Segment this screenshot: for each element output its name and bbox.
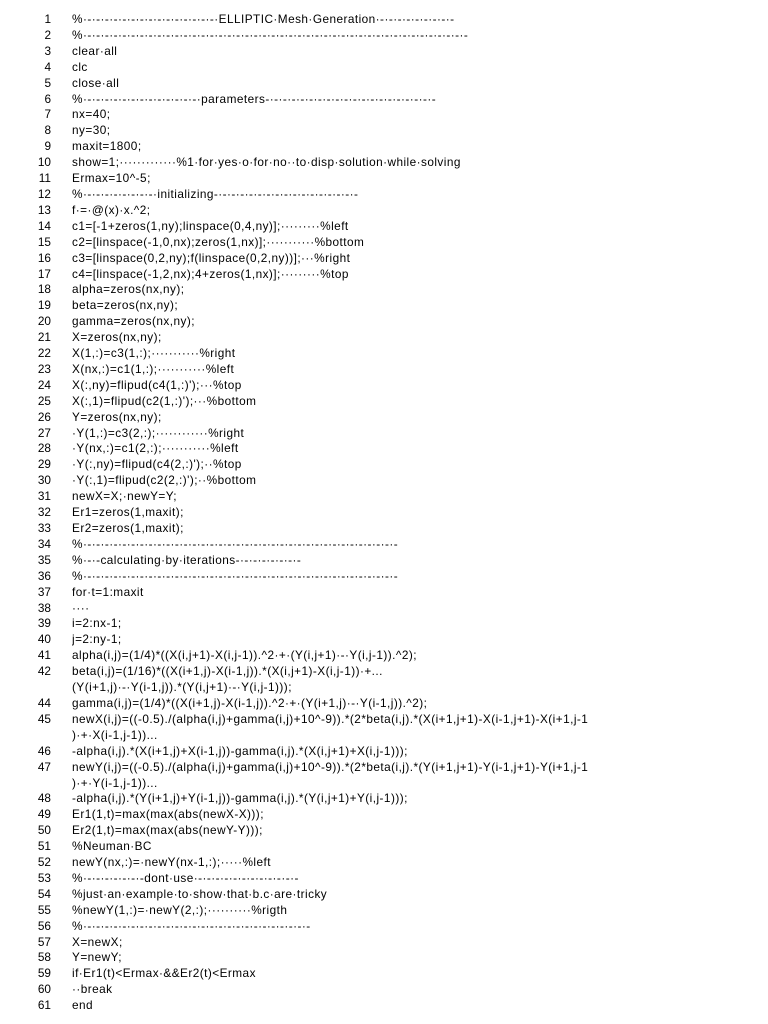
code-line-continuation (0, 776, 768, 792)
line-text: (Y(i+1,j)·-·Y(i-1,j)).*(Y(i,j+1)·-·Y(i,j-1))); (72, 680, 292, 695)
line-text: ny=30; (72, 123, 111, 138)
code-line (0, 839, 768, 855)
line-text: newY(i,j)=((-0.5)./(alpha(i,j)+gamma(i,j)+10^-9)).*(2*beta(i,j).*(Y(i+1,j+1)-Y(i-1,j+1)-Y(i+1,j-1 (72, 759, 589, 774)
code-line (0, 935, 768, 951)
line-number: 27 (37, 425, 51, 440)
code-line (0, 569, 768, 585)
line-text: %·-·-·-·-·-·-·-·-·-·-·-·-·-·-·-·-·-·-·-·-·-·-·-·-·-·-·-·-·-·-·-·-·-·-·-·-·-·-·-·-·-·-·-·- (72, 27, 469, 42)
line-text: ·Y(1,:)=c3(2,:);············%right (72, 425, 245, 440)
line-text: %newY(1,:)=·newY(2,:);··········%rigth (72, 902, 288, 917)
line-number: 49 (37, 807, 51, 822)
line-number: 30 (37, 473, 51, 488)
code-line (0, 553, 768, 569)
code-line (0, 219, 768, 235)
line-text: newY(nx,:)=·newY(nx-1,:);·····%left (72, 855, 271, 870)
line-number: 24 (37, 377, 51, 392)
line-number: 28 (37, 441, 51, 456)
line-text: show=1;·············%1·for·yes·o·for·no··to·disp·solution·while·solving (72, 155, 461, 170)
code-line (0, 107, 768, 123)
line-number: 31 (37, 489, 51, 504)
line-number: 51 (37, 839, 51, 854)
line-number: 17 (37, 266, 51, 281)
code-line (0, 314, 768, 330)
code-line-continuation (0, 728, 768, 744)
line-number: 56 (37, 918, 51, 933)
line-text: Er1=zeros(1,maxit); (72, 505, 184, 520)
code-listing (0, 12, 768, 1014)
line-text: close·all (72, 75, 120, 90)
line-text: X(nx,:)=c1(1,:);···········%left (72, 361, 235, 376)
line-text: Y=newY; (72, 950, 122, 965)
code-line (0, 505, 768, 521)
code-line (0, 171, 768, 187)
line-number: 1 (44, 12, 51, 26)
code-line (0, 585, 768, 601)
line-number: 20 (37, 314, 51, 329)
code-line (0, 632, 768, 648)
line-text: newX=X;·newY=Y; (72, 489, 178, 504)
line-number: 11 (38, 171, 51, 186)
line-number: 9 (44, 139, 51, 154)
code-line (0, 744, 768, 760)
line-number: 47 (37, 759, 51, 774)
line-text: ···· (72, 600, 90, 615)
line-text: i=2:nx-1; (72, 616, 122, 631)
line-number: 8 (44, 123, 51, 138)
line-number: 57 (37, 934, 51, 949)
line-number: 5 (44, 75, 51, 90)
code-line (0, 139, 768, 155)
line-text: %·-·-·-·-·-·-·-·-·-·-·-·-·-·-·-·-·-·-·-·-·-·-·-·-·-·-·-·-·-·-·-·-·-·-·-·- (72, 536, 399, 551)
line-number: 29 (37, 457, 51, 472)
line-number: 6 (44, 91, 51, 106)
line-text: %·-·-·-·-·-·-·-dont·use·-·-·-·-·-·-·-·-·-·-·-·- (72, 870, 299, 885)
line-text: alpha(i,j)=(1/4)*((X(i,j+1)-X(i,j-1)).^2·+·(Y(i,j+1)·-·Y(i,j-1)).^2); (72, 648, 417, 663)
code-line (0, 473, 768, 489)
line-text: beta(i,j)=(1/16)*((X(i+1,j)-X(i-1,j)).*(X(i,j+1)-X(i,j-1))·+... (72, 664, 383, 679)
line-text: for·t=1:maxit (72, 584, 144, 599)
line-number: 18 (37, 282, 51, 297)
line-number: 48 (37, 791, 51, 806)
line-text: j=2:ny-1; (72, 632, 122, 647)
line-text: -alpha(i,j).*(X(i+1,j)+X(i-1,j))-gamma(i,j).*(X(i,j+1)+X(i,j-1))); (72, 743, 408, 758)
line-number: 45 (37, 711, 51, 726)
code-line (0, 426, 768, 442)
code-line (0, 966, 768, 982)
line-number: 13 (37, 202, 51, 217)
line-number: 14 (37, 218, 51, 233)
code-line (0, 998, 768, 1014)
line-text: %Neuman·BC (72, 839, 152, 854)
line-text: -alpha(i,j).*(Y(i+1,j)+Y(i-1,j))-gamma(i,j).*(Y(i,j+1)+Y(i,j-1))); (72, 791, 408, 806)
code-line (0, 823, 768, 839)
line-text: ··break (72, 982, 113, 997)
code-line (0, 521, 768, 537)
line-text: gamma(i,j)=(1/4)*((X(i+1,j)-X(i-1,j)).^2·+·(Y(i+1,j)·-·Y(i-1,j)).^2); (72, 695, 428, 710)
code-line (0, 441, 768, 457)
line-text: c1=[-1+zeros(1,ny);linspace(0,4,ny)];·········%left (72, 218, 349, 233)
line-text: )·+·X(i-1,j-1))... (72, 727, 158, 742)
code-line (0, 457, 768, 473)
line-number: 16 (37, 250, 51, 265)
line-text: f·=·@(x)·x.^2; (72, 202, 151, 217)
code-line (0, 92, 768, 108)
code-line (0, 123, 768, 139)
line-number: 2 (44, 27, 51, 42)
line-text: c2=[linspace(-1,0,nx);zeros(1,nx)];···········%bottom (72, 234, 365, 249)
line-number: 59 (37, 966, 51, 981)
code-line (0, 76, 768, 92)
line-number: 39 (37, 616, 51, 631)
code-line (0, 298, 768, 314)
line-number: 12 (37, 186, 51, 201)
line-number: 26 (37, 409, 51, 424)
code-line (0, 982, 768, 998)
code-line (0, 28, 768, 44)
code-line (0, 187, 768, 203)
line-text: )·+·Y(i-1,j-1))... (72, 775, 158, 790)
line-number: 4 (44, 59, 51, 74)
code-line (0, 60, 768, 76)
code-line (0, 203, 768, 219)
code-line (0, 887, 768, 903)
line-text: Er1(1,t)=max(max(abs(newX-X))); (72, 807, 264, 822)
line-text: ·Y(nx,:)=c1(2,:);···········%left (72, 441, 239, 456)
line-text: end (72, 998, 94, 1013)
line-text: X(1,:)=c3(1,:);···········%right (72, 346, 236, 361)
line-text: clc (72, 59, 88, 74)
code-line (0, 855, 768, 871)
line-text: ·Y(:,1)=flipud(c2(2,:)');··%bottom (72, 473, 257, 488)
line-number: 33 (37, 521, 51, 535)
line-text: beta=zeros(nx,ny); (72, 298, 179, 313)
line-text: %·-·-·-·-·-·-·-·-·-·-·-·-·-·-·-·-·-·-·-·-·-·-·-·-·-·-·-·-·-·-·-·-·-·-·-·- (72, 568, 399, 583)
line-number: 52 (37, 855, 51, 870)
code-line (0, 950, 768, 966)
line-text: c4=[linspace(-1,2,nx);4+zeros(1,nx)];·········%top (72, 266, 349, 281)
code-line (0, 648, 768, 664)
line-number: 41 (37, 648, 51, 663)
line-text: Er2=zeros(1,maxit); (72, 521, 184, 535)
code-line (0, 712, 768, 728)
line-text: %·-·-calculating·by·iterations-·-·-·-·-·-·-·- (72, 552, 302, 567)
line-text: %·-·-·-·-·-·-·-·-·-·-·-·-·-·-·-·ELLIPTIC·Mesh·Generation·-·-·-·-·-·-·-·-·- (72, 12, 455, 26)
line-number: 37 (37, 584, 51, 599)
code-line (0, 664, 768, 680)
code-line (0, 394, 768, 410)
line-number: 10 (37, 155, 51, 170)
line-number: 60 (37, 982, 51, 997)
code-line (0, 601, 768, 617)
code-line (0, 807, 768, 823)
line-number: 54 (37, 886, 51, 901)
line-text: alpha=zeros(nx,ny); (72, 282, 185, 297)
code-line (0, 44, 768, 60)
line-number: 46 (37, 743, 51, 758)
line-text: Y=zeros(nx,ny); (72, 409, 162, 424)
line-number: 3 (44, 43, 51, 58)
line-number: 58 (37, 950, 51, 965)
line-number: 36 (37, 568, 51, 583)
line-text: X(:,1)=flipud(c2(1,:)');···%bottom (72, 393, 257, 408)
code-line (0, 489, 768, 505)
code-line (0, 378, 768, 394)
code-line (0, 791, 768, 807)
code-line (0, 616, 768, 632)
line-text: nx=40; (72, 107, 111, 122)
code-line (0, 330, 768, 346)
line-number: 38 (37, 600, 51, 615)
code-line (0, 235, 768, 251)
line-number: 40 (37, 632, 51, 647)
line-number: 22 (37, 346, 51, 361)
code-line-continuation (0, 680, 768, 696)
line-number: 7 (44, 107, 51, 122)
code-line (0, 537, 768, 553)
line-number: 35 (37, 552, 51, 567)
code-line (0, 346, 768, 362)
line-text: %just·an·example·to·show·that·b.c·are·tricky (72, 886, 328, 901)
code-line (0, 903, 768, 919)
line-text: c3=[linspace(0,2,ny);f(linspace(0,2,ny))];···%right (72, 250, 351, 265)
line-number: 15 (37, 234, 51, 249)
code-line (0, 410, 768, 426)
line-number: 50 (37, 823, 51, 838)
code-line (0, 12, 768, 28)
code-line (0, 919, 768, 935)
code-line (0, 696, 768, 712)
line-text: %·-·-·-·-·-·-·-·-·-·-·-·-·-·-·-·-·-·-·-·-·-·-·-·-·-·- (72, 918, 311, 933)
code-line (0, 267, 768, 283)
line-text: newX(i,j)=((-0.5)./(alpha(i,j)+gamma(i,j)+10^-9)).*(2*beta(i,j).*(X(i+1,j+1)-X(i-1,j+1)-X(i+1,j-1 (72, 711, 589, 726)
line-text: %·-·-·-·-·-·-·-·-·initializing-·-·-·-·-·-·-·-·-·-·-·-·-·-·-·-·- (72, 186, 359, 201)
line-text: gamma=zeros(nx,ny); (72, 314, 195, 329)
code-line (0, 362, 768, 378)
line-text: ·Y(:,ny)=flipud(c4(2,:)');··%top (72, 457, 242, 472)
code-line (0, 282, 768, 298)
line-number: 53 (37, 870, 51, 885)
line-text: X(:,ny)=flipud(c4(1,:)');···%top (72, 377, 242, 392)
code-line (0, 871, 768, 887)
line-number: 44 (37, 695, 51, 710)
line-number: 21 (37, 330, 51, 345)
line-text: if·Er1(t)<Ermax·&&Er2(t)<Ermax (72, 966, 256, 981)
line-number: 61 (37, 998, 51, 1013)
line-text: Er2(1,t)=max(max(abs(newY-Y))); (72, 823, 263, 838)
line-text: Ermax=10^-5; (72, 171, 151, 186)
line-text: X=newX; (72, 934, 123, 949)
line-text: clear·all (72, 43, 118, 58)
line-number: 23 (37, 361, 51, 376)
line-number: 19 (37, 298, 51, 313)
code-line (0, 251, 768, 267)
line-number: 55 (37, 902, 51, 917)
line-text: %·-·-·-·-·-·-·-·-·-·-·-·-·-·parameters-·-·-·-·-·-·-·-·-·-·-·-·-·-·-·-·-·-·-·- (72, 91, 437, 106)
code-line (0, 760, 768, 776)
line-number: 25 (37, 393, 51, 408)
line-number: 32 (37, 505, 51, 520)
line-text: maxit=1800; (72, 139, 142, 154)
line-number: 34 (37, 536, 51, 551)
code-line (0, 155, 768, 171)
line-text: X=zeros(nx,ny); (72, 330, 162, 345)
line-number: 42 (37, 664, 51, 679)
